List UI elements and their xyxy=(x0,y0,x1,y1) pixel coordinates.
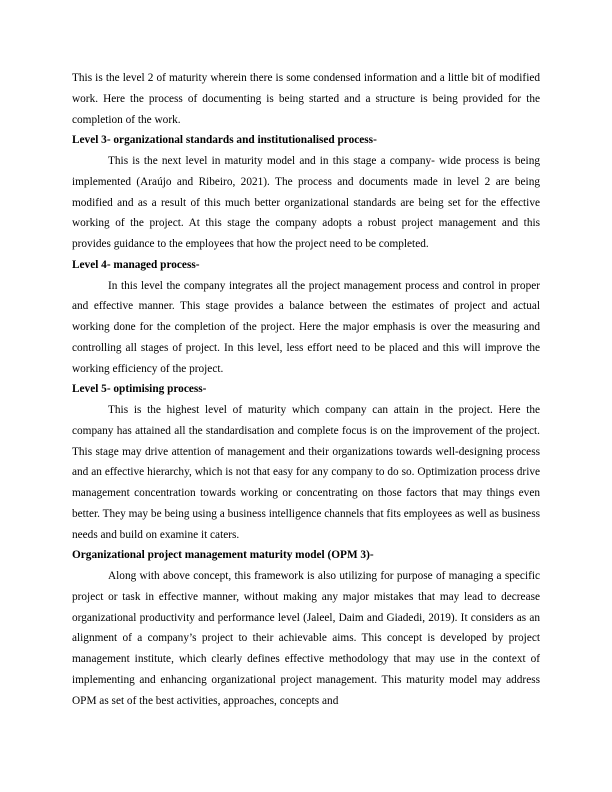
opm3-paragraph: Along with above concept, this framework is also utilizing for purpose of managing a specific project or task in effective manner, without making any major mistakes that may lead to decrease organizational productivity and performance level (Jaleel, Daim and Giadedi, 2019). It considers as an alignment of a company’s project to their achievable aims. This concept is developed by project management institute, which clearly defines effective methodology that may use in the context of implementing and enhancing organizational project management. This maturity model may address OPM as set of the best activities, approaches, concepts and xyxy=(72,570,540,707)
level4-paragraph: In this level the company integrates all the project management process and control in proper and effective manner. This stage provides a balance between the estimates of project and actual working done for the completion of the project. Here the major emphasis is over the measuring and controlling all stages of project. In this level, less effort need to be placed and this will improve the working efficiency of the project. xyxy=(72,279,540,375)
level3-paragraph: This is the next level in maturity model and in this stage a company- wide process is being implemented (Araújo and Ribeiro, 2021). The process and documents made in level 2 are being modified and as a result of this much better organizational standards are being set for the effective working of the project. At this stage the company adopts a robust project management and this provides guidance to the employees that how the project need to be completed. xyxy=(72,155,540,250)
level5-paragraph: This is the highest level of maturity which company can attain in the project. Here the company has attained all the standardisation and complete focus is on the improvement of the project. This stage may drive attention of management and their organizations towards well-designing process and an effective hierarchy, which is not that easy for any company to do so. Optimization process drive management concentration towards working or concentrating on those factors that may things even better. They may be being using a business intelligence channels that fits employees as well as business needs and build on examine it caters. xyxy=(72,404,540,541)
level4-heading: Level 4- managed process- xyxy=(72,258,200,271)
level3-heading: Level 3- organizational standards and institutionalised process- xyxy=(72,134,377,147)
intro-paragraph: This is the level 2 of maturity wherein there is some condensed information and a little bit of modified work. Here the process of documenting is being started and a structure is being provided for the completion of the work. xyxy=(72,72,540,126)
level5-heading: Level 5- optimising process- xyxy=(72,383,207,396)
document-page xyxy=(72,68,540,711)
opm3-heading: Organizational project management maturity model (OPM 3)- xyxy=(72,549,374,562)
